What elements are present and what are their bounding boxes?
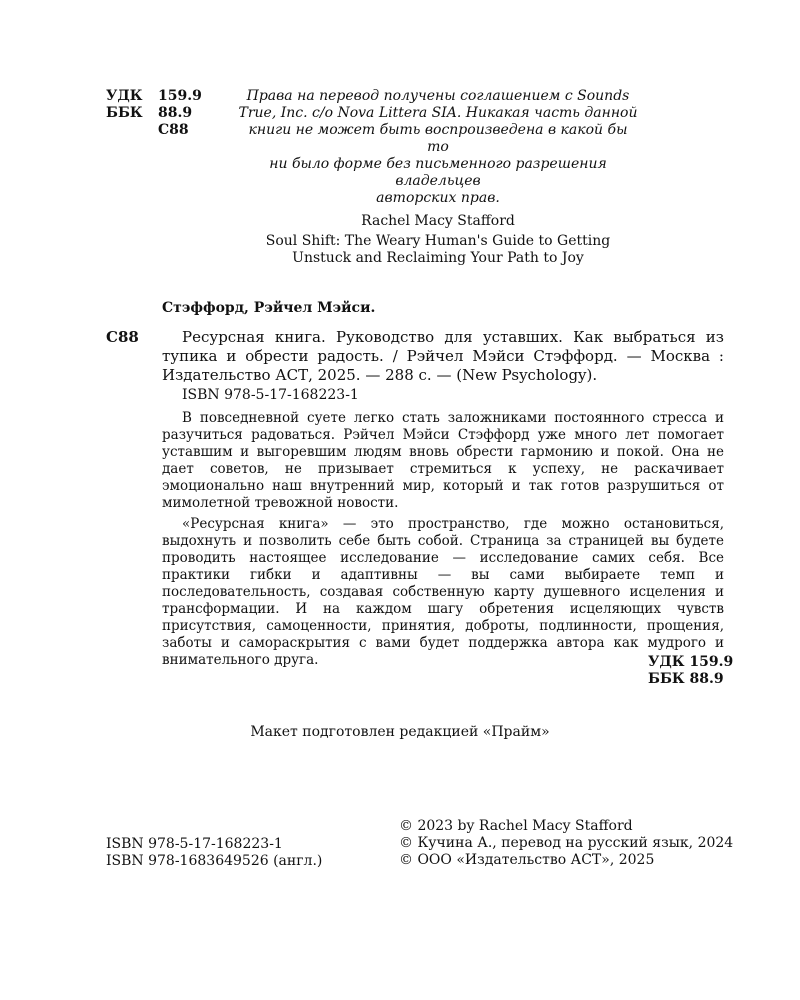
rights-notice [236,88,640,207]
original-edition [236,213,640,270]
copyright-list [399,818,733,869]
annotation [162,410,724,673]
annotation-paragraph: В повседневной суете легко стать заложниками постоянного стресса и разучиться радоваться. Рэйчел Мэйси Стэффорд уже много лет помогает уставшим и выгоревшим людям вновь обрести гармонию и покой. Она не дает советов, не призывает стремиться к успеху, не раскачивает эмоционально наш внутренний мир, который и так готов разрушиться от мимолетной тревожной новости. [162,410,724,511]
author-mark: С88 [158,122,189,138]
copyright-line: © Кучина А., перевод на русский язык, 2024 [399,835,734,851]
author-heading: Стэффорд, Рэйчел Мэйси. [162,300,376,316]
udk-bottom: УДК 159.9 [648,654,734,670]
rights-line: True, Inc. c/o Nova Littera SIA. Никакая часть данной [238,105,638,121]
bbk-label: ББК [106,105,143,121]
classification-codes-bottom [648,654,733,688]
isbn-ru: ISBN 978-5-17-168223-1 [106,836,283,852]
rights-line: авторских прав. [376,190,500,206]
original-author: Rachel Macy Stafford [361,213,515,229]
original-title-line: Unstuck and Reclaiming Your Path to Joy [292,250,584,266]
rights-line: книги не может быть воспроизведена в какой бы то [248,122,628,155]
isbn-en: ISBN 978-1683649526 (англ.) [106,853,323,869]
biblio-text: Ресурсная книга. Руководство для уставших. Как выбраться из тупика и обрести радость. / Рэйчел Мэйси Стэффорд. — Москва : Издательство АСТ, 2025. — 288 с. — (New Psychology). [162,328,724,384]
isbn-record: ISBN 978-5-17-168223-1 [182,387,359,403]
original-title-line: Soul Shift: The Weary Human's Guide to Getting [265,233,611,249]
classification-codes [106,88,202,139]
bbk-value: 88.9 [158,105,193,121]
bibliographic-record [162,328,724,385]
layout-credit: Макет подготовлен редакцией «Прайм» [250,724,550,740]
bbk-bottom: ББК 88.9 [648,671,724,687]
rights-line: ни было форме без письменного разрешения владельцев [269,156,607,189]
udk-value: 159.9 [158,88,202,104]
copyright-line: © 2023 by Rachel Macy Stafford [399,818,633,834]
isbn-list [106,836,322,870]
copyright-line: © ООО «Издательство АСТ», 2025 [399,852,655,868]
biblio-mark: С88 [106,328,139,346]
rights-line: Права на перевод получены соглашением с Sounds [246,88,630,104]
udk-label: УДК [106,88,143,104]
annotation-paragraph: «Ресурсная книга» — это пространство, где можно остановиться, выдохнуть и позволить себе быть собой. Страница за страницей вы будете проводить настоящее исследование — исследование самих себя. Все практики гибки и адаптивны — вы сами выбираете темп и последовательность, создавая собственную карту душевного исцеления и трансформации. И на каждом шагу обретения исцеляющих чувств присутствия, самоценности, принятия, доброты, подлинности, прощения, заботы и самораскрытия с вами будет поддержка автора как мудрого и внимательного друга. [162,516,724,668]
